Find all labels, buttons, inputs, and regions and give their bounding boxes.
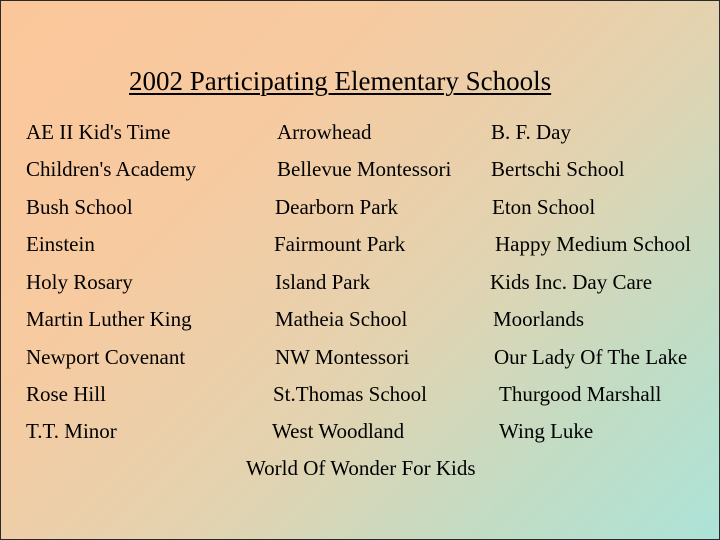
school-name: St.Thomas School [273,382,428,406]
school-name: Rose Hill [26,382,106,406]
school-name-centered: World Of Wonder For Kids [246,456,476,480]
school-name: Newport Covenant [26,345,186,369]
school-name: Children's Academy [26,157,196,181]
school-name: Holy Rosary [26,270,133,294]
school-name: Our Lady Of The Lake [494,345,688,369]
school-name: Bellevue Montessori [277,157,452,181]
school-name: Moorlands [493,307,584,331]
school-name: Arrowhead [277,120,372,144]
school-name: Kids Inc. Day Care [490,270,653,294]
school-name: Island Park [275,270,371,294]
school-name: West Woodland [272,419,405,443]
school-name: NW Montessori [275,345,410,369]
school-name: Thurgood Marshall [499,382,662,406]
slide-title: 2002 Participating Elementary Schools [129,66,552,96]
school-name: Martin Luther King [26,307,192,331]
school-name: Einstein [26,232,95,256]
school-name: Eton School [492,195,596,219]
school-name: Bush School [26,195,133,219]
school-name: B. F. Day [491,120,571,144]
school-name: Bertschi School [491,157,625,181]
school-name: Dearborn Park [275,195,399,219]
school-name: Fairmount Park [274,232,406,256]
school-name: T.T. Minor [26,419,117,443]
school-name: Happy Medium School [495,232,691,256]
school-name: Matheia School [275,307,408,331]
school-name: Wing Luke [499,419,594,443]
school-name: AE II Kid's Time [26,120,171,144]
